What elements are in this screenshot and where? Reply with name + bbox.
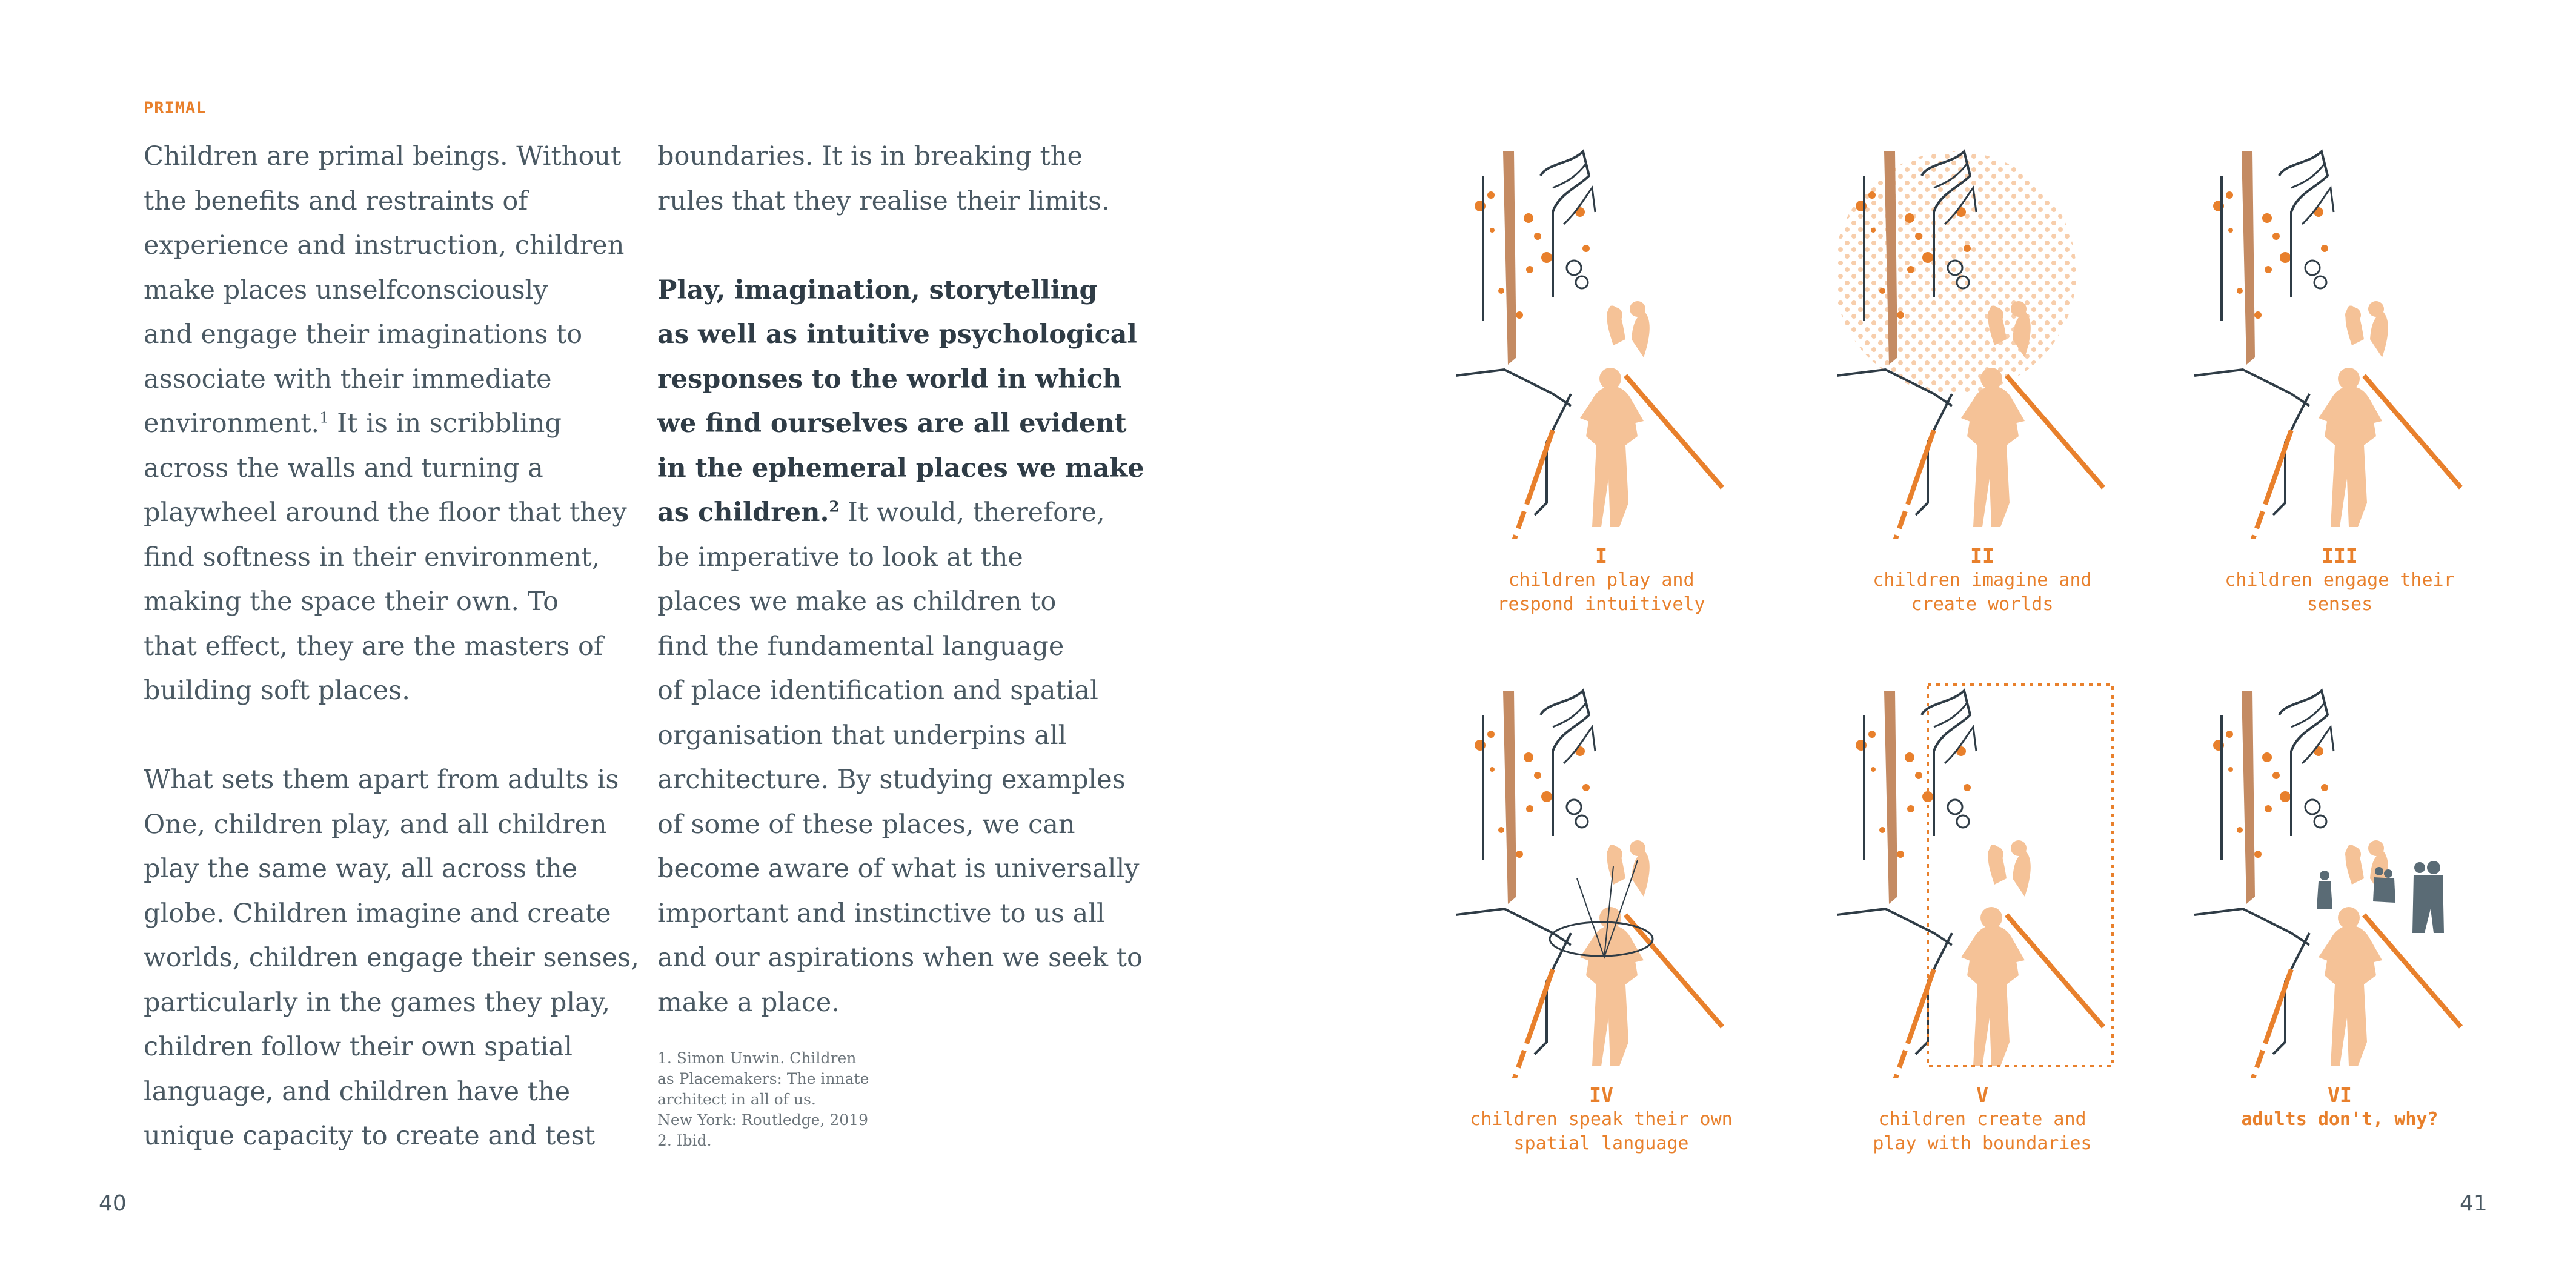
- illustration-panel-1: [1456, 139, 1747, 617]
- panel-caption: [1456, 544, 1747, 617]
- illustration-panel-6: [2194, 679, 2485, 1132]
- panel-numeral: II: [1970, 544, 1994, 568]
- footnote-line: as Placemakers: The innate: [657, 1070, 869, 1087]
- panel-numeral: VI: [2328, 1083, 2352, 1107]
- children-senses-illustration: [2194, 139, 2485, 539]
- footnote-line: 2. Ibid.: [657, 1132, 712, 1149]
- page-number-right: 41: [2460, 1191, 2488, 1216]
- children-play-illustration: [1456, 139, 1747, 539]
- panel-caption: [1837, 544, 2128, 617]
- panel-numeral: IV: [1589, 1083, 1613, 1107]
- panel-caption: [2194, 1083, 2485, 1132]
- footnote-line: New York: Routledge, 2019: [657, 1111, 868, 1129]
- panel-numeral: I: [1595, 544, 1607, 568]
- text-line: play the same way, all across the: [144, 854, 578, 884]
- text-fragment: It is in scribbling: [337, 408, 562, 439]
- text-line: make a place.: [657, 987, 840, 1018]
- caption-line: children play and: [1508, 569, 1695, 591]
- text-line: One, children play, and all children: [144, 809, 607, 840]
- text-line: across the walls and turning a: [144, 453, 543, 483]
- caption-line: play with boundaries: [1873, 1133, 2092, 1154]
- text-line: building soft places.: [144, 676, 410, 706]
- text-fragment: It would, therefore,: [847, 497, 1105, 528]
- spatial-language-illustration: [1456, 679, 1747, 1078]
- text-line: Children are primal beings. Without: [144, 141, 622, 171]
- pull-quote-line: responses to the world in which: [657, 363, 1122, 394]
- text-line: experience and instruction, children: [144, 230, 625, 261]
- section-label: PRIMAL: [144, 99, 207, 118]
- footnote-line: 1. Simon Unwin. Children: [657, 1049, 857, 1067]
- text-line: places we make as children to: [657, 586, 1057, 617]
- text-line: children follow their own spatial: [144, 1032, 573, 1062]
- text-line: making the space their own. To: [144, 586, 559, 617]
- text-line: and engage their imaginations to: [144, 319, 583, 350]
- text-line: language, and children have the: [144, 1076, 571, 1107]
- text-line: rules that they realise their limits.: [657, 185, 1110, 216]
- text-line: make places unselfconsciously: [144, 274, 548, 305]
- panel-caption: [2194, 544, 2485, 617]
- text-line: [144, 402, 628, 446]
- adults-illustration: [2194, 679, 2485, 1078]
- panel-caption: [1837, 1083, 2128, 1156]
- page-number-left: 40: [99, 1191, 127, 1216]
- text-line: of some of these places, we can: [657, 809, 1075, 840]
- caption-line: create worlds: [1911, 594, 2054, 615]
- panel-numeral: III: [2322, 544, 2358, 568]
- boundaries-illustration: [1837, 679, 2128, 1078]
- illustration-panel-4: [1456, 679, 1747, 1156]
- text-line: globe. Children imagine and create: [144, 898, 611, 929]
- footnote-ref-1: 1: [319, 409, 329, 427]
- illustration-panel-5: [1837, 679, 2128, 1156]
- text-line: organisation that underpins all: [657, 720, 1067, 751]
- text-column-left: [144, 134, 639, 1159]
- caption-line: senses: [2306, 594, 2373, 615]
- text-line: the benefits and restraints of: [144, 185, 528, 216]
- text-line: [657, 491, 1154, 536]
- text-line: architecture. By studying examples: [657, 765, 1126, 795]
- text-line: playwheel around the floor that they: [144, 497, 627, 528]
- illustration-panel-2: [1837, 139, 2128, 617]
- pull-quote-line: Play, imagination, storytelling: [657, 274, 1098, 305]
- panel-numeral: V: [1976, 1083, 1988, 1107]
- text-line: find softness in their environment,: [144, 542, 600, 573]
- caption-line: children imagine and: [1873, 569, 2092, 591]
- text-line: of place identification and spatial: [657, 676, 1098, 706]
- caption-line: spatial language: [1513, 1133, 1689, 1154]
- caption-line: children create and: [1878, 1109, 2086, 1130]
- caption-line: respond intuitively: [1497, 594, 1705, 615]
- text-line: be imperative to look at the: [657, 542, 1023, 573]
- text-line: that effect, they are the masters of: [144, 631, 603, 662]
- text-line: and our aspirations when we seek to: [657, 943, 1143, 973]
- footnotes: [657, 1048, 869, 1151]
- text-fragment: environment.: [144, 408, 320, 439]
- text-line: associate with their immediate: [144, 363, 552, 394]
- text-line: find the fundamental language: [657, 631, 1064, 662]
- text-line: particularly in the games they play,: [144, 987, 611, 1018]
- text-column-right: [657, 134, 1154, 1025]
- pull-quote-end: as children.: [657, 497, 829, 528]
- caption-line: adults don't, why?: [2241, 1109, 2438, 1130]
- adult-figures: [2317, 861, 2444, 933]
- pull-quote-line: we find ourselves are all evident: [657, 408, 1127, 439]
- text-line: become aware of what is universally: [657, 854, 1140, 884]
- text-line: important and instinctive to us all: [657, 898, 1105, 929]
- caption-line: children speak their own: [1470, 1109, 1733, 1130]
- text-line: worlds, children engage their senses,: [144, 943, 639, 973]
- text-line: What sets them apart from adults is: [144, 765, 619, 795]
- text-line: unique capacity to create and test: [144, 1121, 595, 1151]
- text-line: boundaries. It is in breaking the: [657, 141, 1083, 171]
- children-imagine-illustration: [1837, 139, 2128, 539]
- illustration-panel-3: [2194, 139, 2485, 617]
- footnote-ref-2: 2: [829, 497, 840, 516]
- caption-line: children engage their: [2225, 569, 2455, 591]
- pull-quote-line: in the ephemeral places we make: [657, 453, 1144, 483]
- panel-caption: [1456, 1083, 1747, 1156]
- pull-quote-line: as well as intuitive psychological: [657, 319, 1137, 350]
- footnote-line: architect in all of us.: [657, 1090, 816, 1108]
